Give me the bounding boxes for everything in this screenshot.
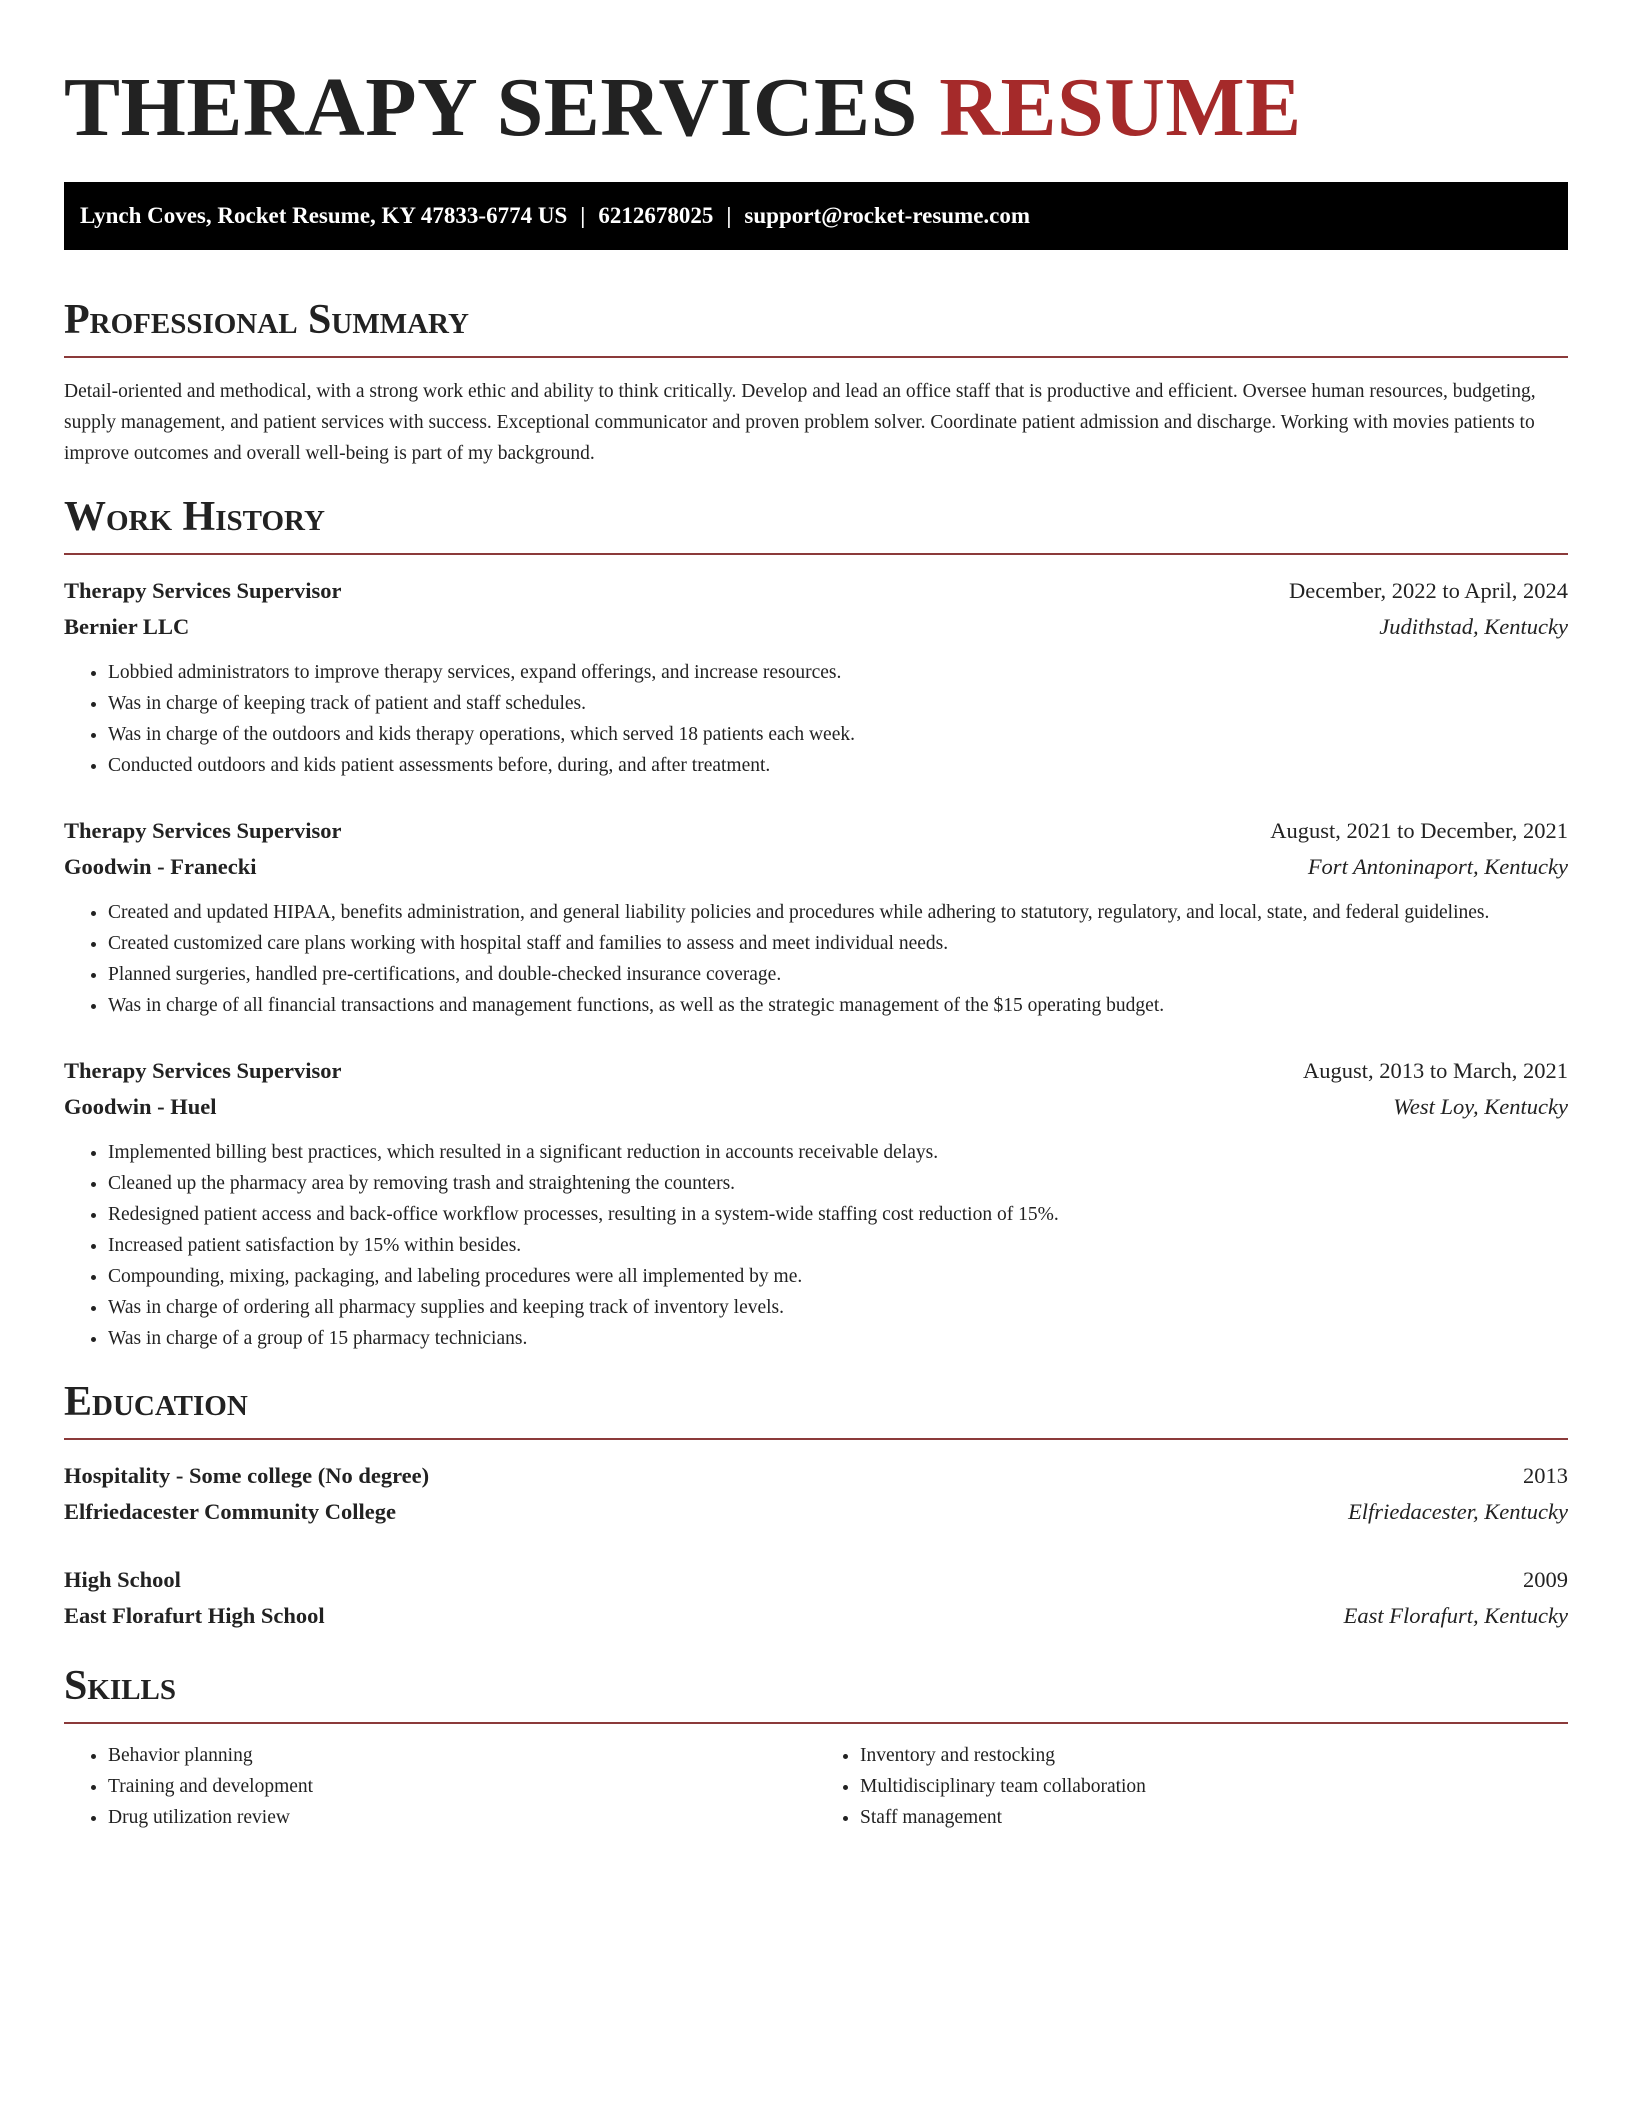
section-divider	[64, 1438, 1568, 1440]
education-entry	[64, 1458, 1568, 1530]
education-section	[64, 1376, 1568, 1634]
job-bullet: • Was in charge of keeping track of patient and staff schedules.	[108, 688, 1568, 719]
job-bullet-list	[64, 897, 1568, 1021]
job-company: Goodwin - Franecki	[64, 854, 257, 879]
summary-text: Detail-oriented and methodical, with a strong work ethic and ability to think critically. Develop and lead an office staff that is productive and efficient. Oversee human resources, budgeting, supply management, and patient services with success. Exceptional communicator and proven problem solver. Coordinate patient admission and discharge. Working with movies patients to improve outcomes and overall well-being is part of my background.	[64, 381, 1536, 464]
title-main: THERAPY SERVICES	[64, 61, 918, 154]
job-bullet: • Created and updated HIPAA, benefits administration, and general liability policies and procedures while adhering to statutory, regulatory, and local, state, and federal guidelines.	[108, 897, 1568, 928]
job-bullet-list	[64, 1137, 1568, 1354]
skill-item: • Multidisciplinary team collaboration	[860, 1771, 1568, 1802]
page-title	[64, 58, 1568, 158]
job-dates: August, 2021 to December, 2021	[1270, 818, 1568, 843]
job-location: Judithstad, Kentucky	[1379, 614, 1568, 639]
job-bullet: • Conducted outdoors and kids patient assessments before, during, and after treatment.	[108, 750, 1568, 781]
job-bullet: • Redesigned patient access and back-office workflow processes, resulting in a system-wide staffing cost reduction of 15%.	[108, 1199, 1568, 1230]
work-history-section	[64, 491, 1568, 1354]
education-entry	[64, 1562, 1568, 1634]
contact-separator: |	[580, 203, 586, 228]
education-year: 2009	[1523, 1567, 1568, 1592]
skills-columns	[64, 1740, 1568, 1833]
section-title-education: Education	[64, 1379, 248, 1425]
job-company: Goodwin - Huel	[64, 1094, 217, 1119]
education-degree: Hospitality - Some college (No degree)	[64, 1463, 430, 1488]
section-title-skills: Skills	[64, 1663, 177, 1709]
education-location: East Florafurt, Kentucky	[1343, 1603, 1568, 1628]
job-bullet: • Implemented billing best practices, which resulted in a significant reduction in accounts receivable delays.	[108, 1137, 1568, 1168]
education-school: Elfriedacester Community College	[64, 1499, 397, 1524]
job-bullet: • Created customized care plans working with hospital staff and families to assess and meet individual needs.	[108, 928, 1568, 959]
job-bullet-list	[64, 657, 1568, 781]
job-bullet: • Was in charge of ordering all pharmacy supplies and keeping track of inventory levels.	[108, 1292, 1568, 1323]
section-divider	[64, 1722, 1568, 1724]
job-bullet: • Was in charge of the outdoors and kids therapy operations, which served 18 patients each week.	[108, 719, 1568, 750]
title-accent: RESUME	[939, 61, 1302, 154]
education-year: 2013	[1523, 1463, 1568, 1488]
contact-phone: 6212678025	[598, 203, 714, 228]
job-dates: December, 2022 to April, 2024	[1288, 578, 1568, 603]
skill-item: • Training and development	[108, 1771, 816, 1802]
section-title-work-history: Work History	[64, 494, 325, 540]
job-bullet: • Was in charge of all financial transactions and management functions, as well as the strategic management of the $15 operating budget.	[108, 990, 1568, 1021]
contact-address: Lynch Coves, Rocket Resume, KY 47833-6774 US	[80, 203, 568, 228]
education-location: Elfriedacester, Kentucky	[1348, 1499, 1568, 1524]
job-title: Therapy Services Supervisor	[64, 818, 342, 843]
section-divider	[64, 356, 1568, 358]
contact-separator: |	[726, 203, 732, 228]
job-bullet: • Lobbied administrators to improve therapy services, expand offerings, and increase resources.	[108, 657, 1568, 688]
section-divider	[64, 553, 1568, 555]
job-bullet: • Cleaned up the pharmacy area by removing trash and straightening the counters.	[108, 1168, 1568, 1199]
job-location: Fort Antoninaport, Kentucky	[1307, 854, 1568, 879]
job-bullet: • Planned surgeries, handled pre-certifications, and double-checked insurance coverage.	[108, 959, 1568, 990]
education-school: East Florafurt High School	[64, 1603, 325, 1628]
job-bullet: • Compounding, mixing, packaging, and labeling procedures were all implemented by me.	[108, 1261, 1568, 1292]
job-company: Bernier LLC	[64, 614, 190, 639]
job-entry	[64, 573, 1568, 781]
section-title-summary: Professional Summary	[64, 297, 469, 343]
contact-bar	[64, 182, 1568, 250]
contact-email: support@rocket-resume.com	[744, 203, 1031, 228]
job-location: West Loy, Kentucky	[1393, 1094, 1568, 1119]
skills-list-right	[816, 1740, 1568, 1833]
job-dates: August, 2013 to March, 2021	[1303, 1058, 1568, 1083]
skill-item: • Drug utilization review	[108, 1802, 816, 1833]
job-entry	[64, 813, 1568, 1021]
education-degree: High School	[64, 1567, 181, 1592]
job-title: Therapy Services Supervisor	[64, 578, 342, 603]
job-title: Therapy Services Supervisor	[64, 1058, 342, 1083]
skill-item: • Behavior planning	[108, 1740, 816, 1771]
job-bullet: • Was in charge of a group of 15 pharmacy technicians.	[108, 1323, 1568, 1354]
summary-section	[64, 294, 1568, 469]
skill-item: • Inventory and restocking	[860, 1740, 1568, 1771]
job-entry	[64, 1053, 1568, 1354]
skills-list-left	[64, 1740, 816, 1833]
job-bullet: • Increased patient satisfaction by 15% within besides.	[108, 1230, 1568, 1261]
skills-section	[64, 1660, 1568, 1833]
skill-item: • Staff management	[860, 1802, 1568, 1833]
